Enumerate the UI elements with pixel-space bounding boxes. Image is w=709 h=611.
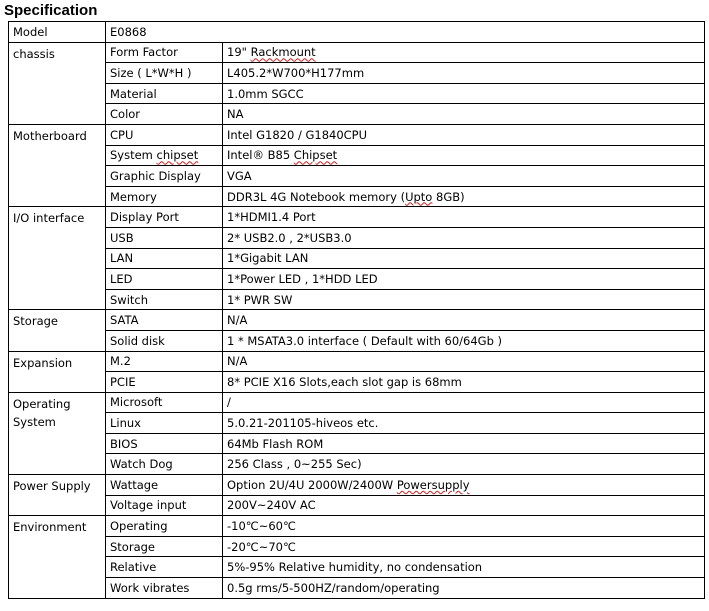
table-row bbox=[9, 227, 705, 248]
spec-value-cell: -20℃~70℃ bbox=[223, 536, 705, 557]
category-cell: Expansion bbox=[9, 351, 106, 392]
spec-name-cell: USB bbox=[106, 227, 223, 248]
table-row bbox=[9, 42, 705, 63]
category-cell: chassis bbox=[9, 42, 106, 124]
table-row bbox=[9, 166, 705, 187]
table-row bbox=[9, 516, 705, 537]
spec-name-cell: Switch bbox=[106, 289, 223, 310]
spec-value-cell: 1* PWR SW bbox=[223, 289, 705, 310]
spec-name-cell: Size ( L*W*H ) bbox=[106, 63, 223, 84]
spec-value-cell: 5%-95% Relative humidity, no condensation bbox=[223, 557, 705, 578]
category-cell: Motherboard bbox=[9, 124, 106, 206]
spec-value-cell: NA bbox=[223, 104, 705, 125]
specification-table-body bbox=[9, 22, 705, 599]
spec-value-cell: Intel G1820 / G1840CPU bbox=[223, 124, 705, 145]
spec-value-cell: 5.0.21-201105-hiveos etc. bbox=[223, 413, 705, 434]
spec-value-cell: L405.2*W700*H177mm bbox=[223, 63, 705, 84]
spec-value-cell: 1*Power LED , 1*HDD LED bbox=[223, 269, 705, 290]
table-row bbox=[9, 578, 705, 599]
spellcheck-underline: Rackmount bbox=[250, 45, 316, 60]
table-row bbox=[9, 392, 705, 413]
model-label: Model bbox=[9, 22, 106, 43]
spec-value-cell: DDR3L 4G Notebook memory (Upto 8GB) bbox=[223, 186, 705, 207]
spec-name-cell: Display Port bbox=[106, 207, 223, 228]
spec-name-cell: Linux bbox=[106, 413, 223, 434]
spec-name-cell: Microsoft bbox=[106, 392, 223, 413]
table-row bbox=[9, 454, 705, 475]
table-row bbox=[9, 433, 705, 454]
table-row bbox=[9, 145, 705, 166]
table-row bbox=[9, 83, 705, 104]
category-cell: I/O interface bbox=[9, 207, 106, 310]
spellcheck-underline: chipset bbox=[156, 148, 199, 163]
spec-name-cell: Solid disk bbox=[106, 330, 223, 351]
table-row bbox=[9, 186, 705, 207]
table-row bbox=[9, 104, 705, 125]
spec-value-cell: 1.0mm SGCC bbox=[223, 83, 705, 104]
table-row bbox=[9, 248, 705, 269]
spec-name-cell: Color bbox=[106, 104, 223, 125]
spec-name-cell: M.2 bbox=[106, 351, 223, 372]
table-row bbox=[9, 124, 705, 145]
spec-name-cell: BIOS bbox=[106, 433, 223, 454]
table-row bbox=[9, 63, 705, 84]
table-row bbox=[9, 330, 705, 351]
spellcheck-underline: Upto bbox=[405, 189, 433, 204]
spec-value-cell: / bbox=[223, 392, 705, 413]
spec-value-cell: N/A bbox=[223, 351, 705, 372]
spec-name-cell: Memory bbox=[106, 186, 223, 207]
table-row bbox=[9, 557, 705, 578]
spec-value-cell: VGA bbox=[223, 166, 705, 187]
table-row-model bbox=[9, 22, 705, 43]
spec-value-cell: Option 2U/4U 2000W/2400W Powersupply bbox=[223, 475, 705, 496]
spec-name-cell: Relative bbox=[106, 557, 223, 578]
spec-name-cell: LAN bbox=[106, 248, 223, 269]
table-row bbox=[9, 289, 705, 310]
table-row bbox=[9, 413, 705, 434]
spec-value-cell: 64Mb Flash ROM bbox=[223, 433, 705, 454]
table-row bbox=[9, 475, 705, 496]
spec-name-cell: Operating bbox=[106, 516, 223, 537]
spec-name-cell: Work vibrates bbox=[106, 578, 223, 599]
page-title: Specification bbox=[4, 2, 98, 19]
spec-name-cell: Storage bbox=[106, 536, 223, 557]
spec-name-cell: CPU bbox=[106, 124, 223, 145]
table-row bbox=[9, 207, 705, 228]
spec-value-cell: 200V~240V AC bbox=[223, 495, 705, 516]
spec-name-cell: Watch Dog bbox=[106, 454, 223, 475]
spec-name-cell: Voltage input bbox=[106, 495, 223, 516]
spec-value-cell: 1*HDMI1.4 Port bbox=[223, 207, 705, 228]
spec-name-cell: LED bbox=[106, 269, 223, 290]
spec-name-cell: Graphic Display bbox=[106, 166, 223, 187]
table-row bbox=[9, 372, 705, 393]
spec-value-cell: -10℃~60℃ bbox=[223, 516, 705, 537]
spec-value-cell: 256 Class , 0~255 Sec) bbox=[223, 454, 705, 475]
spec-name-cell: System chipset bbox=[106, 145, 223, 166]
spec-value-cell: 2* USB2.0 , 2*USB3.0 bbox=[223, 227, 705, 248]
table-row bbox=[9, 310, 705, 331]
spec-name-cell: Material bbox=[106, 83, 223, 104]
table-row bbox=[9, 495, 705, 516]
spec-name-cell: Wattage bbox=[106, 475, 223, 496]
model-value: E0868 bbox=[106, 22, 705, 43]
spec-name-cell: PCIE bbox=[106, 372, 223, 393]
spec-value-cell: 0.5g rms/5-500HZ/random/operating bbox=[223, 578, 705, 599]
table-row bbox=[9, 269, 705, 290]
spellcheck-underline: Chipset bbox=[293, 148, 338, 163]
spec-value-cell: 1*Gigabit LAN bbox=[223, 248, 705, 269]
spec-name-cell: Form Factor bbox=[106, 42, 223, 63]
spec-name-cell: SATA bbox=[106, 310, 223, 331]
category-cell: Storage bbox=[9, 310, 106, 351]
category-cell: Power Supply bbox=[9, 475, 106, 516]
table-row bbox=[9, 351, 705, 372]
spellcheck-underline: Powersupply bbox=[396, 477, 470, 492]
spec-value-cell: 1 * MSATA3.0 interface ( Default with 60/64Gb ) bbox=[223, 330, 705, 351]
table-row bbox=[9, 536, 705, 557]
specification-table bbox=[8, 21, 705, 599]
spec-value-cell: 8* PCIE X16 Slots,each slot gap is 68mm bbox=[223, 372, 705, 393]
category-cell: Operating System bbox=[9, 392, 106, 474]
spec-value-cell: Intel® B85 Chipset bbox=[223, 145, 705, 166]
spec-value-cell: 19" Rackmount bbox=[223, 42, 705, 63]
category-cell: Environment bbox=[9, 516, 106, 598]
spec-value-cell: N/A bbox=[223, 310, 705, 331]
